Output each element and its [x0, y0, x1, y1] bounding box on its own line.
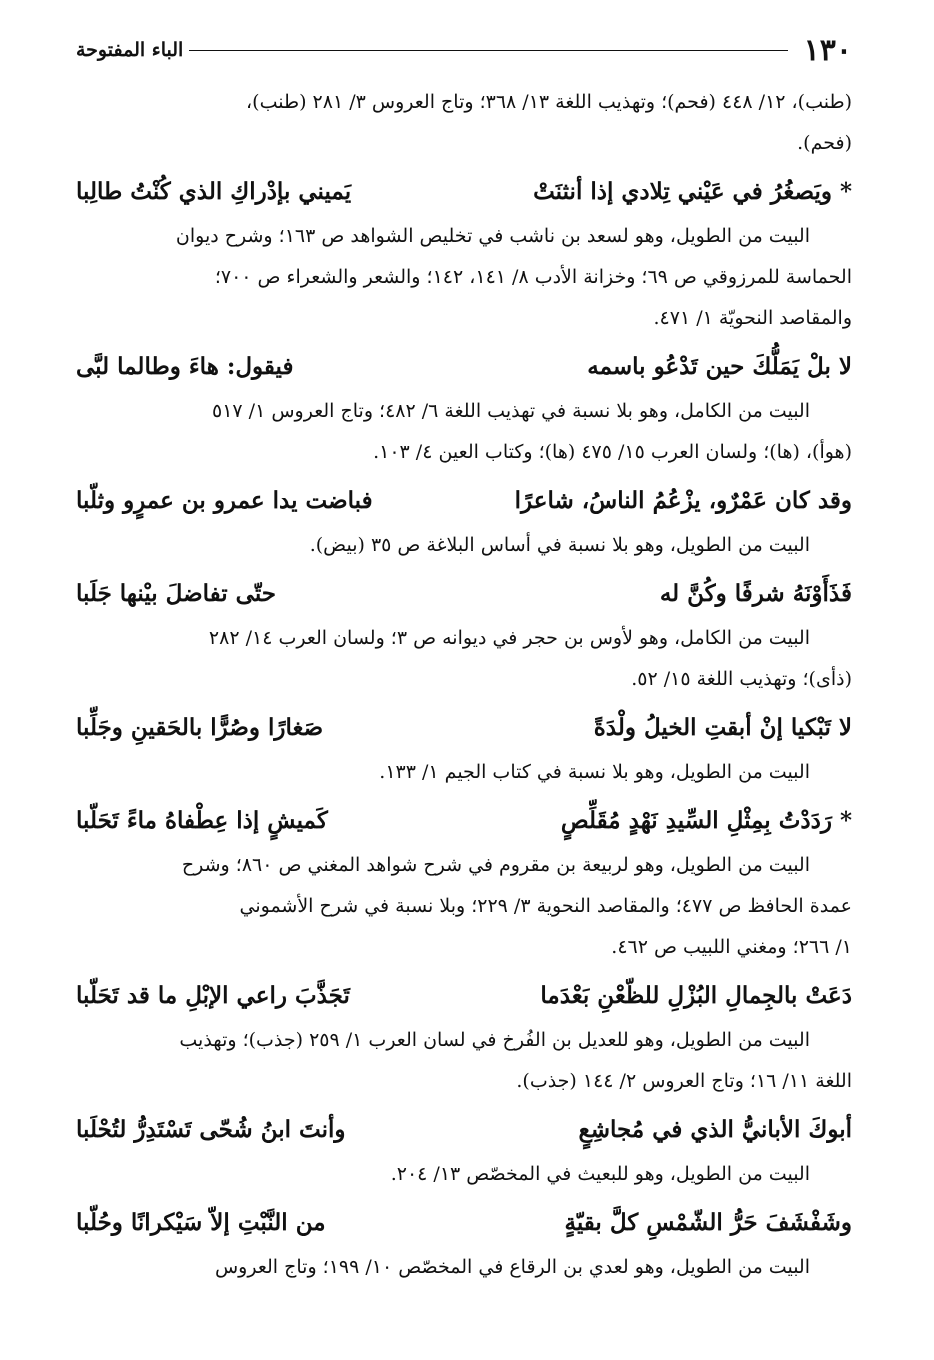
note-line: اللغة ١١/ ١٦؛ وتاج العروس ٢/ ١٤٤ (جذب).: [516, 1070, 852, 1092]
note-line: البيت من الطويل، وهو لعدي بن الرقاع في المخصّص ١٠/ ١٩٩؛ وتاج العروس: [214, 1256, 810, 1278]
note-line: (ذأى)؛ وتهذيب اللغة ١٥/ ٥٢.: [631, 668, 852, 690]
first-hemistich: فَذَأَوْنَهُ شرفًا وكُنَّ له: [659, 580, 852, 607]
verse-entry: [76, 479, 852, 566]
verse-entry: [76, 170, 852, 339]
verse-entry: [76, 345, 852, 473]
first-hemistich: لا تَبْكيا إنْ أبقتِ الخيلُ ولْدَةً: [593, 714, 852, 741]
note-line: البيت من الطويل، وهو لربيعة بن مقروم في شرح شواهد المغني ص ٨٦٠؛ وشرح: [181, 854, 810, 876]
verse-line: [76, 1108, 852, 1152]
second-hemistich: من النَّبْتِ إلاّ سَيْكرانًا وحُلّبا: [76, 1209, 326, 1236]
verse-entry: [76, 799, 852, 968]
note-line: والمقاصد النحويّة ١/ ٤٧١.: [653, 307, 852, 329]
first-hemistich: وشَفْشَفَ حَرُّ الشّمْسِ كلَّ بقيّةٍ: [564, 1209, 852, 1236]
note-line: (فحم).: [797, 132, 852, 154]
note-line: البيت من الكامل، وهو لأوس بن حجر في ديوانه ص ٣؛ ولسان العرب ١٤/ ٢٨٢: [208, 627, 810, 649]
first-hemistich: * رَدَدْتُ بِمِثْلِ السِّيدِ نَهْدٍ مُقَلِّصٍ: [560, 807, 852, 834]
chapter-title: الباء المفتوحة: [76, 39, 184, 61]
note-line: البيت من الطويل، وهو بلا نسبة في أساس البلاغة ص ٣٥ (بيض).: [309, 534, 810, 556]
second-hemistich: حتّى تفاضلَ بيْنها جَلَبا: [76, 580, 277, 607]
note-line: الحماسة للمرزوقي ص ٦٩؛ وخزانة الأدب ٨/ ١٤١، ١٤٢؛ والشعر والشعراء ص ٧٠٠؛: [214, 266, 852, 288]
note-line: البيت من الطويل، وهو للبعيث في المخصّص ١٣/ ٢٠٤.: [390, 1163, 810, 1185]
verse-entry: [76, 1201, 852, 1288]
note-line: البيت من الكامل، وهو بلا نسبة في تهذيب اللغة ٦/ ٤٨٢؛ وتاج العروس ١/ ٥١٧: [212, 400, 810, 422]
verse-line: [76, 170, 852, 214]
first-hemistich: وقد كان عَمْرٌو، يزْعُمُ الناسُ، شاعرًا: [514, 487, 852, 514]
intro-note: [76, 82, 852, 164]
verse-line: [76, 345, 852, 389]
note-line: (هوأ)، (ها)؛ ولسان العرب ١٥/ ٤٧٥ (ها)؛ وكتاب العين ٤/ ١٠٣.: [373, 441, 852, 463]
second-hemistich: يَميني بإدْراكِ الذي كُنْتُ طالِبا: [76, 178, 352, 205]
verse-line: [76, 799, 852, 843]
first-hemistich: * ويَصغُرُ في عَيْني تِلادي إذا أنثنَتْ: [533, 178, 852, 205]
page-number: ١٣٠: [803, 32, 852, 68]
note-line: (طنب)، ١٢/ ٤٤٨ (فحم)؛ وتهذيب اللغة ١٣/ ٣٦٨؛ وتاج العروس ٣/ ٢٨١ (طنب)،: [246, 91, 852, 113]
note-line: عمدة الحافظ ص ٤٧٧؛ والمقاصد النحوية ٣/ ٢٢٩؛ وبلا نسبة في شرح الأشموني: [239, 895, 852, 917]
verse-line: [76, 572, 852, 616]
first-hemistich: لا بلْ يَمَلُّكَ حين تَدْعُو باسمه: [587, 353, 852, 380]
second-hemistich: تَجَذَّبَ راعي الإبْلِ ما قد تَحَلّبا: [76, 982, 350, 1009]
verse-entry: [76, 706, 852, 793]
note-line: البيت من الطويل، وهو للعديل بن الفُرخ في لسان العرب ١/ ٢٥٩ (جذب)؛ وتهذيب: [179, 1029, 810, 1051]
header-rule: [189, 50, 787, 51]
second-hemistich: فيقول: هاءَ وطالما لبَّى: [76, 353, 294, 380]
second-hemistich: صَغارًا وصُرًّا بالحَقينِ وجَلِّبا: [76, 714, 324, 741]
note-line: ١/ ٢٦٦؛ ومغني اللبيب ص ٤٦٢.: [611, 936, 852, 958]
first-hemistich: أبوكَ الأبانيُّ الذي في مُجاشِعٍ: [578, 1116, 852, 1143]
second-hemistich: فباضت يدا عمرو بن عمرٍو وثلّبا: [76, 487, 373, 514]
verse-entry: [76, 572, 852, 700]
second-hemistich: وأنتَ ابنُ شُحّى تَسْتَدِرُّ لتُحْلَبا: [76, 1116, 346, 1143]
verse-line: [76, 706, 852, 750]
page-content: [76, 82, 852, 1288]
page-header: [76, 30, 852, 70]
verse-line: [76, 1201, 852, 1245]
note-line: البيت من الطويل، وهو بلا نسبة في كتاب الجيم ١/ ١٣٣.: [379, 761, 810, 783]
verse-line: [76, 479, 852, 523]
note-line: البيت من الطويل، وهو لسعد بن ناشب في تخليص الشواهد ص ١٦٣؛ وشرح ديوان: [175, 225, 810, 247]
verse-line: [76, 974, 852, 1018]
second-hemistich: كَميشٍ إذا عِطْفاهُ ماءً تَحَلّبا: [76, 807, 328, 834]
first-hemistich: دَعَتْ بالجِمالِ البُزْلِ للظّعْنِ بَعْدَما: [540, 982, 852, 1009]
verse-entry: [76, 1108, 852, 1195]
verse-entry: [76, 974, 852, 1102]
